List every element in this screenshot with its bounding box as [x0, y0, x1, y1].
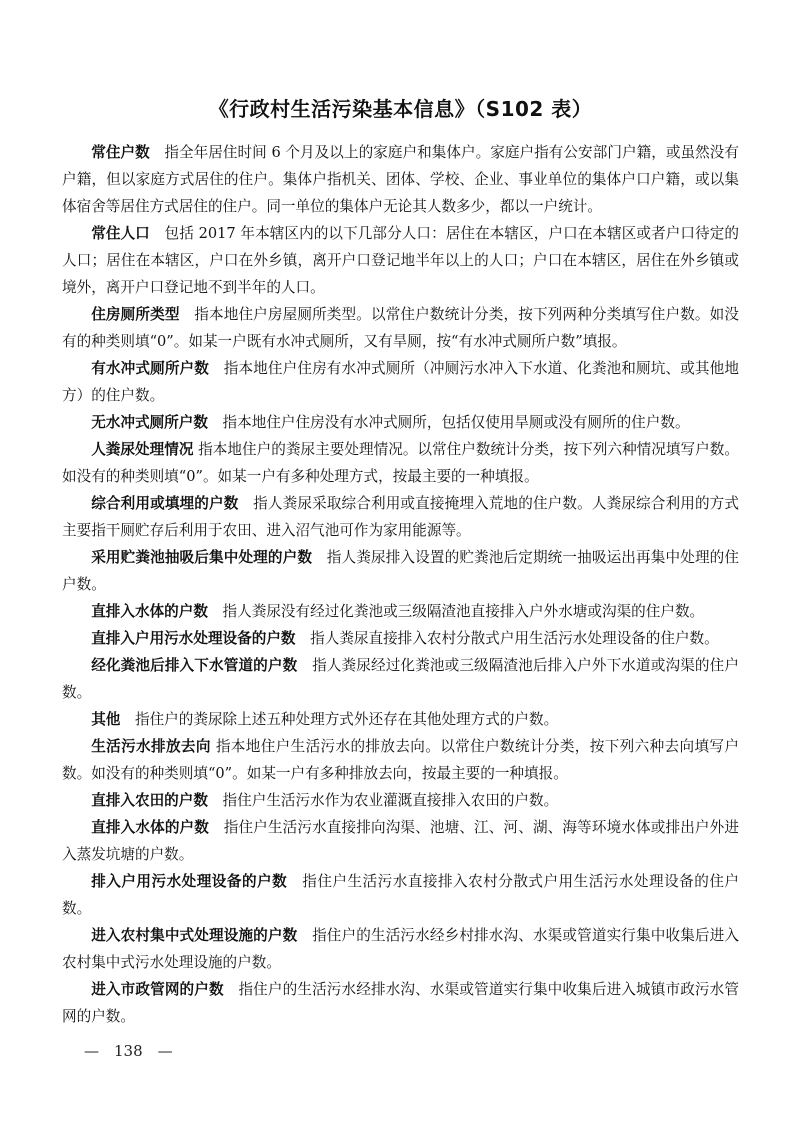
term-definition: 包括 2017 年本辖区内的以下几部分人口：居住在本辖区，户口在本辖区或者户口待定的人口；居住在本辖区，户口在外乡镇，离开户口登记地半年以上的人口；户口在本辖区，居住在外乡镇或境外，离开户口登记地不到半年的人口。: [62, 225, 739, 296]
term-label: 住房厕所类型: [91, 306, 180, 323]
term-definition: 指住户生活污水直接排向沟渠、池塘、江、河、湖、海等环境水体或排出户外进入蒸发坑塘的户数。: [62, 819, 739, 863]
term-definition: 指本地住户房屋厕所类型。以常住户数统计分类，按下列两种分类填写住户数。如没有的种类则填“0”。如某一户既有水冲式厕所，又有旱厕，按“有水冲式厕所户数”填报。: [62, 306, 739, 350]
term-label: 采用贮粪池抽吸后集中处理的户数: [91, 549, 313, 566]
definition-paragraph: [62, 301, 739, 355]
footer-left-dash: —: [84, 1042, 99, 1060]
definition-paragraph: [62, 625, 739, 652]
definition-paragraph: [62, 814, 739, 868]
term-label: 其他: [91, 711, 121, 728]
term-definition: 指住户的粪尿除上述五种处理方式外还存在其他处理方式的户数。: [120, 711, 559, 728]
definition-paragraph: [62, 652, 739, 706]
term-definition: 指住户生活污水作为农业灌溉直接排入农田的户数。: [207, 792, 559, 809]
term-definition: 指本地住户住房没有水冲式厕所，包括仅使用旱厕或没有厕所的住户数。: [207, 414, 690, 431]
footer-right-dash: —: [157, 1042, 173, 1060]
definition-paragraph: [62, 868, 739, 922]
term-label: 人粪尿处理情况: [91, 441, 194, 458]
term-label: 直排入水体的户数: [91, 819, 209, 836]
term-label: 无水冲式厕所户数: [91, 414, 208, 431]
term-label: 直排入水体的户数: [91, 603, 208, 620]
term-definition: 指住户生活污水直接排入农村分散式户用生活污水处理设备的住户数。: [62, 873, 739, 917]
page-footer: [84, 1040, 173, 1062]
definition-paragraph: [62, 544, 739, 598]
term-label: 生活污水排放去向: [91, 738, 211, 755]
term-definition: 指本地住户生活污水的排放去向。以常住户数统计分类，按下列六种去向填写户数。如没有的种类则填“0”。如某一户有多种排放去向，按最主要的一种填报。: [62, 738, 739, 782]
definition-paragraph: [62, 220, 739, 301]
term-definition: 指全年居住时间 6 个月及以上的家庭户和集体户。家庭户指有公安部门户籍，或虽然没有户籍，但以家庭方式居住的住户。集体户指机关、团体、学校、企业、事业单位的集体户口户籍，或以集体宿舍等居住方式居住的住户。同一单位的集体户无论其人数多少，都以一户统计。: [62, 144, 739, 215]
term-definition: 指人粪尿采取综合利用或直接掩埋入荒地的住户数。人粪尿综合利用的方式主要指干厕贮存后利用于农田、进入沼气池可作为家用能源等。: [62, 495, 739, 539]
term-label: 排入户用污水处理设备的户数: [91, 873, 288, 890]
term-label: 常住人口: [91, 225, 150, 242]
term-definition: 指人粪尿没有经过化粪池或三级隔渣池直接排入户外水塘或沟渠的住户数。: [207, 603, 705, 620]
definition-paragraph: [62, 922, 739, 976]
definition-paragraph: [62, 733, 739, 787]
term-definition: 指人粪尿直接排入农村分散式户用生活污水处理设备的住户数。: [295, 630, 719, 647]
term-label: 经化粪池后排入下水管道的户数: [91, 657, 298, 674]
term-definition: 指人粪尿排入设置的贮粪池后定期统一抽吸运出再集中处理的住户数。: [62, 549, 739, 593]
term-label: 综合利用或填埋的户数: [91, 495, 239, 512]
document-title: 《行政村生活污染基本信息》（S102 表）: [208, 97, 593, 121]
term-definition: 指住户的生活污水经乡村排水沟、水渠或管道实行集中收集后进入农村集中式污水处理设施的户数。: [62, 927, 739, 971]
term-definition: 指住户的生活污水经排水沟、水渠或管道实行集中收集后进入城镇市政污水管网的户数。: [62, 981, 739, 1025]
term-label: 进入市政管网的户数: [91, 981, 224, 998]
term-label: 直排入农田的户数: [91, 792, 208, 809]
page-number: 138: [114, 1042, 143, 1060]
definition-paragraph: [62, 490, 739, 544]
definition-paragraph: [62, 976, 739, 1030]
definition-paragraph: [62, 598, 739, 625]
term-label: 直排入户用污水处理设备的户数: [91, 630, 296, 647]
definition-paragraph: [62, 787, 739, 814]
term-definition: 指本地住户住房有水冲式厕所（冲厕污水冲入下水道、化粪池和厕坑、或其他地方）的住户数。: [62, 360, 739, 404]
definition-paragraph: [62, 409, 739, 436]
definition-paragraph: [62, 139, 739, 220]
term-definition: 指人粪尿经过化粪池或三级隔渣池后排入户外下水道或沟渠的住户数。: [62, 657, 739, 701]
definition-paragraph: [62, 355, 739, 409]
term-label: 常住户数: [91, 144, 150, 161]
definition-paragraph: [62, 706, 739, 733]
term-label: 有水冲式厕所户数: [91, 360, 209, 377]
definition-paragraph: [62, 436, 739, 490]
term-label: 进入农村集中式处理设施的户数: [91, 927, 298, 944]
term-definition: 指本地住户的粪尿主要处理情况。以常住户数统计分类，按下列六种情况填写户数。如没有的种类则填“0”。如某一户有多种处理方式，按最主要的一种填报。: [62, 441, 739, 485]
